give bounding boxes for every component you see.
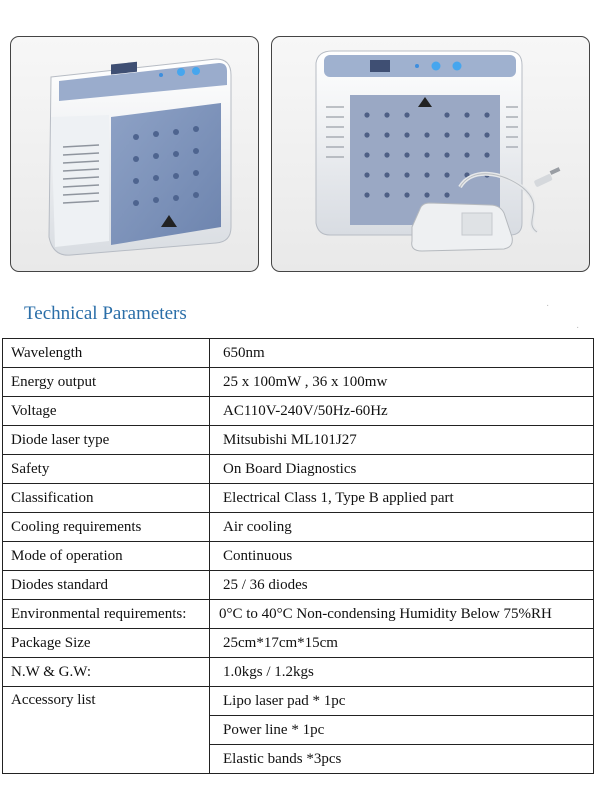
spec-label: Wavelength bbox=[3, 339, 210, 368]
spec-label: Voltage bbox=[3, 397, 210, 426]
photo-edge-mark: · bbox=[546, 300, 550, 311]
accessory-item: Power line * 1pc bbox=[210, 716, 594, 745]
spec-value: 0°C to 40°C Non-condensing Humidity Below 75%RH bbox=[210, 600, 594, 629]
product-photos bbox=[10, 36, 590, 272]
spec-value: Electrical Class 1, Type B applied part bbox=[210, 484, 594, 513]
spec-value: 1.0kgs / 1.2kgs bbox=[210, 658, 594, 687]
accessory-item: Lipo laser pad * 1pc bbox=[210, 687, 594, 716]
spec-value: AC110V-240V/50Hz-60Hz bbox=[210, 397, 594, 426]
product-photo-25-diode-device bbox=[10, 36, 259, 272]
spec-label: Environmental requirements: bbox=[3, 600, 210, 629]
photo-edge-mark: · bbox=[576, 322, 580, 333]
laser-device-illustration bbox=[11, 37, 258, 271]
table-row bbox=[3, 687, 594, 716]
spec-label: Diodes standard bbox=[3, 571, 210, 600]
spec-value: 25 x 100mW , 36 x 100mw bbox=[210, 368, 594, 397]
spec-value: 25cm*17cm*15cm bbox=[210, 629, 594, 658]
spec-label: Safety bbox=[3, 455, 210, 484]
table-row bbox=[3, 484, 594, 513]
table-row bbox=[3, 455, 594, 484]
section-title: Technical Parameters bbox=[24, 303, 187, 324]
spec-value: 650nm bbox=[210, 339, 594, 368]
table-row bbox=[3, 339, 594, 368]
spec-value: Air cooling bbox=[210, 513, 594, 542]
spec-label: Mode of operation bbox=[3, 542, 210, 571]
spec-label: N.W & G.W: bbox=[3, 658, 210, 687]
accessory-item: Elastic bands *3pcs bbox=[210, 745, 594, 774]
table-row bbox=[3, 426, 594, 455]
table-row bbox=[3, 629, 594, 658]
table-row bbox=[3, 542, 594, 571]
spec-label: Energy output bbox=[3, 368, 210, 397]
spec-value: 25 / 36 diodes bbox=[210, 571, 594, 600]
spec-label: Classification bbox=[3, 484, 210, 513]
spec-label: Diode laser type bbox=[3, 426, 210, 455]
spec-value: On Board Diagnostics bbox=[210, 455, 594, 484]
spec-value: Mitsubishi ML101J27 bbox=[210, 426, 594, 455]
spec-value: Continuous bbox=[210, 542, 594, 571]
table-row bbox=[3, 397, 594, 426]
table-row bbox=[3, 600, 594, 629]
table-row bbox=[3, 368, 594, 397]
accessory-label: Accessory list bbox=[3, 687, 210, 774]
technical-parameters-table bbox=[2, 338, 594, 774]
table-row bbox=[3, 658, 594, 687]
spec-label: Cooling requirements bbox=[3, 513, 210, 542]
product-photo-36-diode-device-with-adapter bbox=[271, 36, 590, 272]
spec-label: Package Size bbox=[3, 629, 210, 658]
table-row bbox=[3, 571, 594, 600]
table-row bbox=[3, 513, 594, 542]
laser-device-and-adapter-illustration bbox=[272, 37, 589, 271]
